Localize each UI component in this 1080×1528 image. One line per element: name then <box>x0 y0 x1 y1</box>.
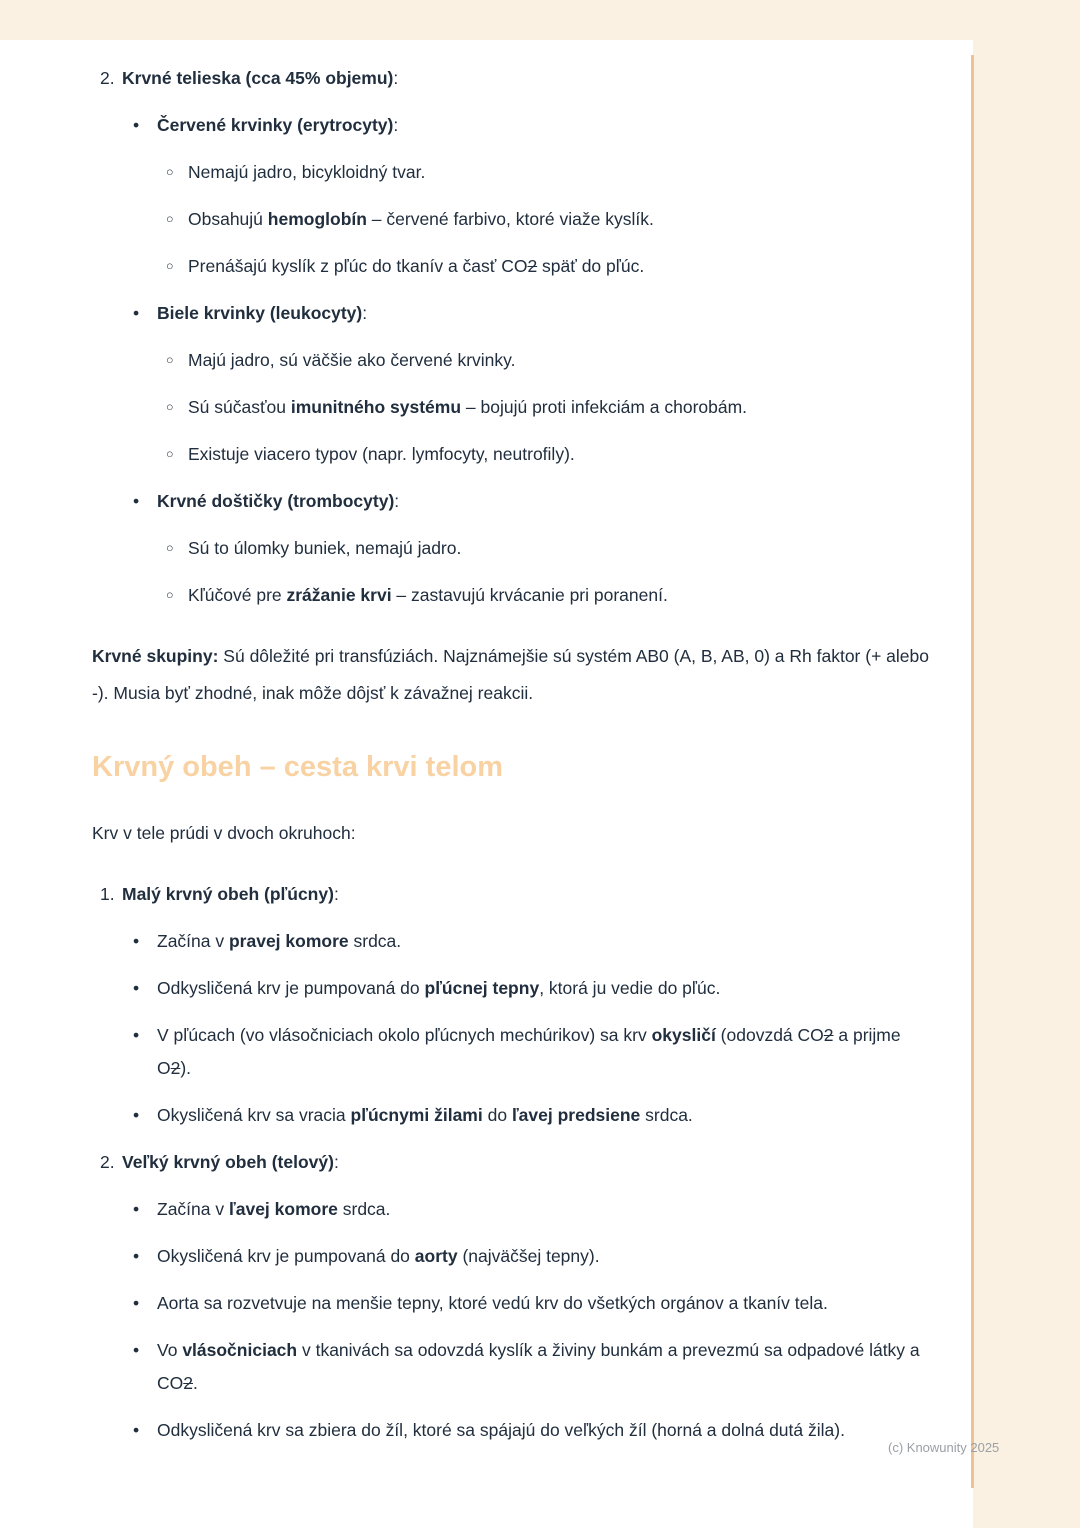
bullet-icon: • <box>133 1198 140 1219</box>
bold-text: vlásočniciach <box>182 1339 298 1360</box>
paragraph <box>92 638 930 711</box>
bullet-icon: • <box>133 491 140 511</box>
text-run: (najväčšej tepny). <box>457 1245 600 1266</box>
bullet-icon: ○ <box>166 212 174 226</box>
text-run: späť do pľúc. <box>537 256 645 276</box>
text-run: Sú to úlomky buniek, nemajú jadro. <box>188 538 462 558</box>
strikethrough-text: 2 <box>823 1024 834 1045</box>
bullet-list-item <box>133 297 930 330</box>
bullet-list-item <box>133 925 930 958</box>
text-run: – zastavujú krvácanie pri poranení. <box>391 585 668 605</box>
list-item-text <box>188 391 930 424</box>
bold-text: pľúcnej tepny <box>424 977 540 998</box>
text-run: : <box>333 883 339 904</box>
list-item-text <box>188 532 930 565</box>
bold-text: Krvné skupiny: <box>92 646 219 666</box>
list-item-text <box>157 485 930 518</box>
watermark: (c) Knowunity 2025 <box>888 1440 1000 1455</box>
list-item-text <box>188 438 930 471</box>
text-run: v tkanivách sa odovzdá kyslík a živiny bunkám a prevezmú sa odpadové látky a CO <box>157 1339 920 1393</box>
text-run: Začína v <box>157 930 229 951</box>
list-item-text <box>157 109 930 142</box>
text-run: : <box>333 1151 339 1172</box>
bold-text: Červené krvinky (erytrocyty) <box>157 115 394 135</box>
text-run: Začína v <box>157 1198 229 1219</box>
bold-text: pravej komore <box>228 930 349 951</box>
bullet-list-item <box>133 1334 930 1400</box>
bullet-list-item <box>166 156 930 189</box>
bullet-icon: • <box>133 1419 140 1440</box>
list-item-text <box>188 203 930 236</box>
text-run: (odovzdá CO <box>715 1024 824 1045</box>
text-run: Majú jadro, sú väčšie ako červené krvinky. <box>188 350 516 370</box>
strikethrough-text: 2 <box>170 1057 181 1078</box>
bullet-list-item <box>166 203 930 236</box>
bullet-list-item <box>166 344 930 377</box>
list-item-text <box>188 156 930 189</box>
accent-divider-line <box>971 55 974 1488</box>
text-run: Kľúčové pre <box>188 585 287 605</box>
list-item-text <box>157 1019 930 1085</box>
bullet-list-item <box>133 109 930 142</box>
text-run: Sú dôležité pri transfúziách. Najznámejšie sú systém AB0 (A, B, AB, 0) a Rh faktor (+ alebo -). Musia byť zhodné, inak môže dôjsť k závažnej reakcii. <box>92 646 929 703</box>
list-item-text <box>122 878 930 911</box>
list-item-text <box>157 1414 930 1447</box>
bullet-icon: • <box>133 303 140 323</box>
document-page <box>0 40 973 1528</box>
text-run: : <box>362 303 368 323</box>
section-heading: Krvný obeh – cesta krvi telom <box>92 751 503 783</box>
text-run: . <box>192 1372 198 1393</box>
list-item-text <box>188 250 930 283</box>
numbered-list-item <box>100 62 930 95</box>
bullet-icon: ○ <box>166 588 174 602</box>
numbered-list-item <box>100 878 930 911</box>
bullet-icon: ○ <box>166 259 174 273</box>
bold-text: aorty <box>414 1245 458 1266</box>
list-item-text <box>188 344 930 377</box>
bullet-list-item <box>133 1414 930 1447</box>
text-run: ). <box>180 1057 192 1078</box>
text-run: Aorta sa rozvetvuje na menšie tepny, ktoré vedú krv do všetkých orgánov a tkanív tela. <box>157 1292 828 1313</box>
strikethrough-text: 2 <box>527 256 538 276</box>
text-run: do <box>482 1104 512 1125</box>
bullet-icon: • <box>133 1245 140 1266</box>
text-run: srdca. <box>640 1104 693 1125</box>
bold-text: zrážanie krvi <box>286 585 392 605</box>
bullet-list-item <box>133 1099 930 1132</box>
bullet-icon: • <box>133 1024 140 1045</box>
bold-text: Krvné doštičky (trombocyty) <box>157 491 395 511</box>
text-run: : <box>393 68 399 88</box>
bullet-icon: • <box>133 1292 140 1313</box>
list-item-text <box>157 297 930 330</box>
document-content <box>0 40 973 1447</box>
text-run: Sú súčasťou <box>188 397 291 417</box>
list-item-text <box>157 925 930 958</box>
list-item-text <box>122 1146 930 1179</box>
bullet-list-item <box>166 250 930 283</box>
list-item-text <box>157 1099 930 1132</box>
bullet-icon: • <box>133 1104 140 1125</box>
list-item-text <box>157 1193 930 1226</box>
text-run: – červené farbivo, ktoré viaže kyslík. <box>366 209 654 229</box>
bullet-list-item <box>133 1240 930 1273</box>
bullet-list-item <box>166 438 930 471</box>
strikethrough-text: 2 <box>183 1372 193 1393</box>
text-run: : <box>393 115 399 135</box>
bullet-icon: ○ <box>166 353 174 367</box>
bullet-list-item <box>133 972 930 1005</box>
text-run: Obsahujú <box>188 209 268 229</box>
bullet-list-item <box>133 485 930 518</box>
bold-text: okysličí <box>651 1024 716 1045</box>
bullet-list-item <box>166 391 930 424</box>
bullet-icon: ○ <box>166 447 174 461</box>
list-item-text <box>188 579 930 612</box>
text-run: Odkysličená krv sa zbiera do žíl, ktoré sa spájajú do veľkých žíl (horná a dolná dutá žila). <box>157 1419 845 1440</box>
bullet-icon: • <box>133 1339 140 1360</box>
text-run: Nemajú jadro, bicykloidný tvar. <box>188 162 426 182</box>
list-item-text <box>157 1287 930 1320</box>
bold-text: hemoglobín <box>267 209 367 229</box>
list-number: 2. <box>100 1151 115 1172</box>
bold-text: ľavej predsiene <box>511 1104 641 1125</box>
text-run: Odkysličená krv je pumpovaná do <box>157 977 425 998</box>
paragraph <box>92 815 930 852</box>
numbered-list-item <box>100 1146 930 1179</box>
bold-text: Krvné telieska (cca 45% objemu) <box>122 68 394 88</box>
bold-text: ľavej komore <box>228 1198 338 1219</box>
text-run: Okysličená krv je pumpovaná do <box>157 1245 415 1266</box>
bullet-list-item <box>133 1287 930 1320</box>
list-number: 1. <box>100 883 115 904</box>
list-item-text <box>157 1334 930 1400</box>
bullet-icon: ○ <box>166 165 174 179</box>
bullet-icon: • <box>133 930 140 951</box>
text-run: , ktorá ju vedie do pľúc. <box>539 977 721 998</box>
bullet-list-item <box>133 1019 930 1085</box>
bullet-icon: • <box>133 115 140 135</box>
bold-text: Malý krvný obeh (pľúcny) <box>122 883 334 904</box>
bold-text: Veľký krvný obeh (telový) <box>122 1151 334 1172</box>
text-run: V pľúcach (vo vlásočniciach okolo pľúcnych mechúrikov) sa krv <box>157 1024 652 1045</box>
list-item-text <box>157 1240 930 1273</box>
text-run: Vo <box>157 1339 183 1360</box>
bold-text: imunitného systému <box>290 397 462 417</box>
bullet-list-item <box>133 1193 930 1226</box>
text-run: Okysličená krv sa vracia <box>157 1104 351 1125</box>
list-number: 2. <box>100 68 115 88</box>
list-item-text <box>122 62 930 95</box>
bold-text: Biele krvinky (leukocyty) <box>157 303 363 323</box>
bullet-icon: ○ <box>166 541 174 555</box>
text-run: a prijme O <box>157 1024 901 1078</box>
text-run: : <box>394 491 400 511</box>
bold-text: pľúcnymi žilami <box>350 1104 483 1125</box>
bullet-icon: ○ <box>166 400 174 414</box>
text-run: Existuje viacero typov (napr. lymfocyty, neutrofily). <box>188 444 575 464</box>
text-run: Krv v tele prúdi v dvoch okruhoch: <box>92 823 356 843</box>
text-run: Prenášajú kyslík z pľúc do tkanív a časť CO <box>188 256 528 276</box>
list-item-text <box>157 972 930 1005</box>
bullet-list-item <box>166 532 930 565</box>
bullet-icon: • <box>133 977 140 998</box>
text-run: srdca. <box>348 930 402 951</box>
bullet-list-item <box>166 579 930 612</box>
text-run: srdca. <box>337 1198 391 1219</box>
text-run: – bojujú proti infekciám a chorobám. <box>461 397 748 417</box>
